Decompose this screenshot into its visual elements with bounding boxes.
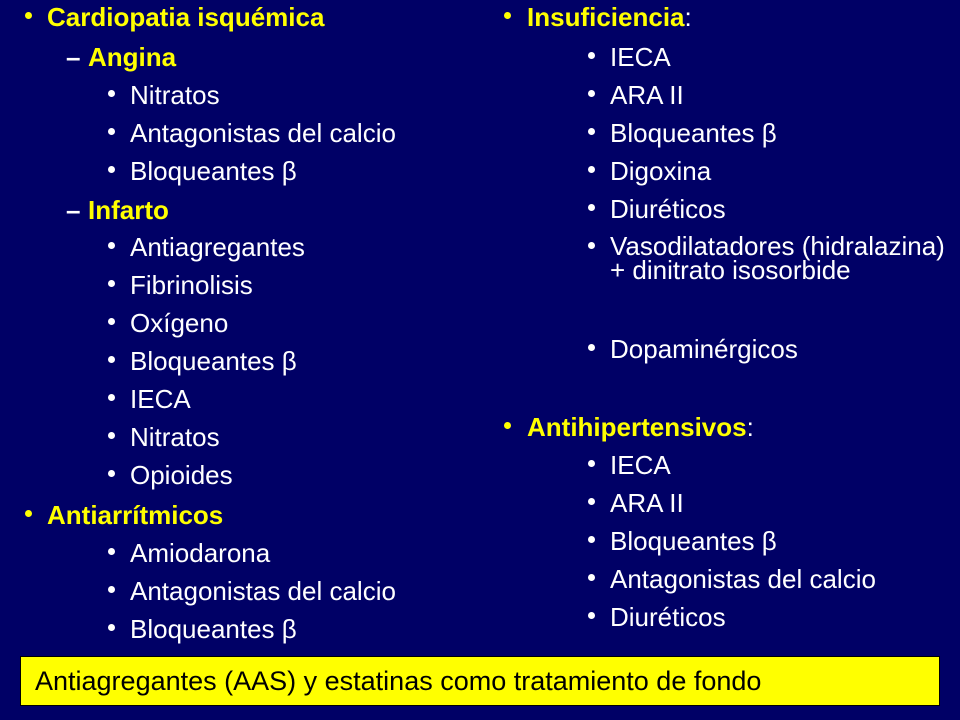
dash-icon: –	[66, 42, 81, 72]
bullet-icon	[108, 280, 115, 287]
bullet-icon	[108, 432, 115, 439]
bullet-icon	[108, 586, 115, 593]
bullet-icon	[108, 356, 115, 363]
dash-icon: –	[66, 195, 81, 225]
list-item: Antagonistas del calcio	[130, 576, 396, 606]
list-item: Nitratos	[130, 422, 220, 452]
list-item: IECA	[610, 42, 671, 72]
list-item: Bloqueantes β	[130, 156, 297, 186]
list-item: Bloqueantes β	[610, 526, 777, 556]
heading-antihipertensivos: Antihipertensivos:	[527, 412, 754, 442]
bullet-icon	[108, 318, 115, 325]
list-item: Bloqueantes β	[130, 346, 297, 376]
list-item: Dopaminérgicos	[610, 334, 798, 364]
list-item: Amiodarona	[130, 538, 271, 568]
list-item: IECA	[130, 384, 191, 414]
bullet-icon	[588, 166, 595, 173]
list-item: Bloqueantes β	[130, 614, 297, 644]
bullet-icon	[588, 536, 595, 543]
footer-banner	[20, 656, 940, 706]
bullet-icon	[588, 90, 595, 97]
list-item: Fibrinolisis	[130, 270, 253, 300]
bullet-icon	[108, 128, 115, 135]
list-item: Antiagregantes	[130, 232, 305, 262]
bullet-icon	[504, 422, 511, 429]
bullet-icon	[108, 548, 115, 555]
list-item: Oxígeno	[130, 308, 229, 338]
list-item: ARA II	[610, 80, 684, 110]
bullet-icon	[588, 204, 595, 211]
list-item: ARA II	[610, 488, 684, 518]
bullet-icon	[588, 128, 595, 135]
bullet-icon	[108, 470, 115, 477]
bullet-icon	[108, 624, 115, 631]
list-item: Antagonistas del calcio	[610, 564, 876, 594]
bullet-icon	[588, 612, 595, 619]
footer-text: Antiagregantes (AAS) y estatinas como tratamiento de fondo	[35, 666, 762, 696]
bullet-icon	[588, 52, 595, 59]
list-item: Opioides	[130, 460, 233, 490]
heading-antiarritmicos: Antiarrítmicos	[47, 500, 224, 530]
list-item: Vasodilatadores (hidralazina) + dinitrato isosorbide	[610, 231, 945, 285]
bullet-icon	[588, 344, 595, 351]
subheading-angina: Angina	[88, 42, 177, 72]
list-item: Nitratos	[130, 80, 220, 110]
bullet-icon	[588, 574, 595, 581]
subheading-infarto: Infarto	[88, 195, 169, 225]
bullet-icon	[108, 166, 115, 173]
list-item: Diuréticos	[610, 194, 726, 224]
list-item: Bloqueantes β	[610, 118, 777, 148]
bullet-icon	[25, 510, 32, 517]
list-item: Digoxina	[610, 156, 712, 186]
bullet-icon	[504, 12, 511, 19]
bullet-icon	[108, 90, 115, 97]
heading-cardiopatia: Cardiopatia isquémica	[47, 2, 325, 32]
bullet-icon	[108, 242, 115, 249]
bullet-icon	[588, 242, 595, 249]
bullet-icon	[108, 394, 115, 401]
bullet-icon	[588, 460, 595, 467]
list-item: Antagonistas del calcio	[130, 118, 396, 148]
list-item: Diuréticos	[610, 602, 726, 632]
heading-insuficiencia: Insuficiencia:	[527, 2, 692, 32]
bullet-icon	[588, 498, 595, 505]
list-item: IECA	[610, 450, 671, 480]
bullet-icon	[25, 12, 32, 19]
